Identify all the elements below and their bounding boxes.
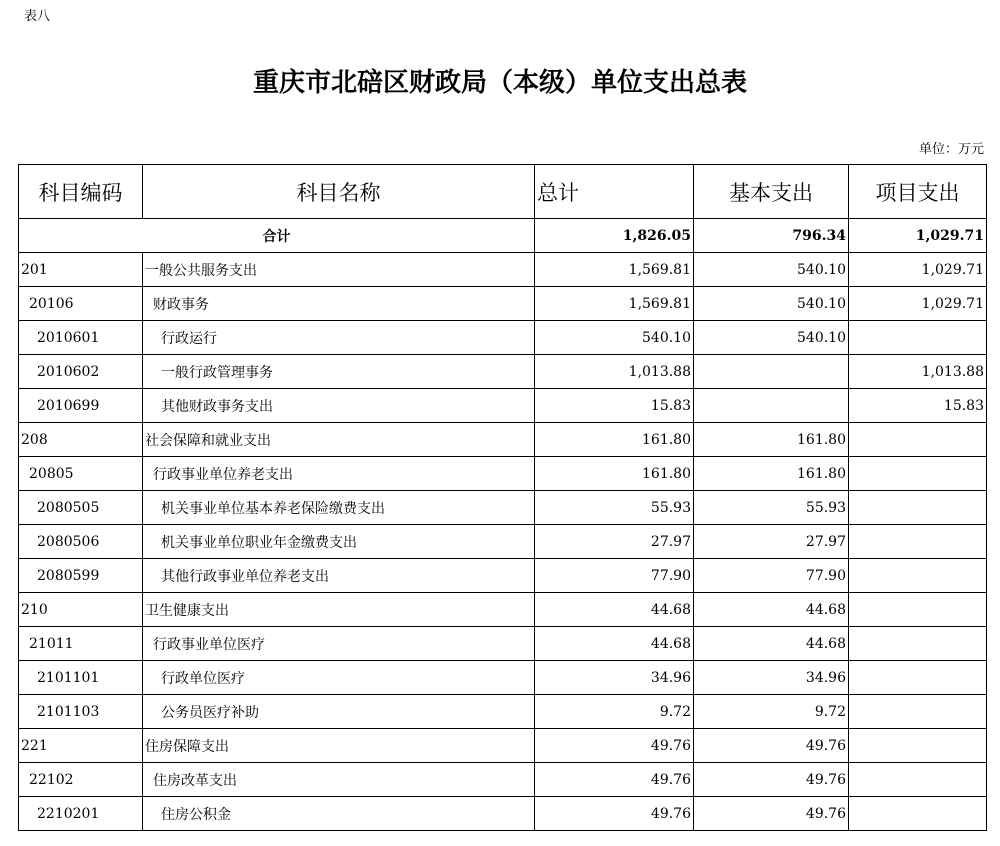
row-code: 2210201 (19, 797, 143, 831)
row-total: 44.68 (535, 627, 694, 661)
summary-project: 1,029.71 (849, 219, 987, 253)
unit-label: 单位：万元 (918, 142, 984, 157)
table-row (19, 253, 987, 287)
table-number-label: 表八 (24, 9, 51, 24)
row-code: 2080506 (19, 525, 143, 559)
row-total: 161.80 (535, 423, 694, 457)
row-total: 1,569.81 (535, 287, 694, 321)
table-row (19, 423, 987, 457)
row-basic (694, 355, 849, 389)
row-total: 49.76 (535, 729, 694, 763)
row-total: 34.96 (535, 661, 694, 695)
row-project (849, 729, 987, 763)
row-total: 55.93 (535, 491, 694, 525)
row-total: 1,569.81 (535, 253, 694, 287)
row-project: 15.83 (849, 389, 987, 423)
row-project: 1,013.88 (849, 355, 987, 389)
table-row (19, 321, 987, 355)
header-project: 项目支出 (849, 165, 987, 219)
row-name: 社会保障和就业支出 (143, 423, 535, 457)
page-title: 重庆市北碚区财政局（本级）单位支出总表 (252, 68, 747, 98)
row-basic: 540.10 (694, 321, 849, 355)
row-code: 2080599 (19, 559, 143, 593)
table-row (19, 559, 987, 593)
row-code: 20106 (19, 287, 143, 321)
row-code: 2101103 (19, 695, 143, 729)
row-project (849, 321, 987, 355)
row-name: 行政事业单位医疗 (143, 627, 535, 661)
row-project (849, 627, 987, 661)
row-total: 27.97 (535, 525, 694, 559)
row-total: 15.83 (535, 389, 694, 423)
row-project (849, 525, 987, 559)
row-code: 2010601 (19, 321, 143, 355)
row-project (849, 457, 987, 491)
table-row (19, 491, 987, 525)
row-code: 20805 (19, 457, 143, 491)
table-row (19, 763, 987, 797)
table-row (19, 695, 987, 729)
row-project (849, 593, 987, 627)
row-basic (694, 389, 849, 423)
header-basic: 基本支出 (694, 165, 849, 219)
table-row (19, 593, 987, 627)
row-total: 9.72 (535, 695, 694, 729)
row-name: 一般公共服务支出 (143, 253, 535, 287)
table-row (19, 729, 987, 763)
row-basic: 540.10 (694, 253, 849, 287)
row-code: 2101101 (19, 661, 143, 695)
row-name: 住房公积金 (143, 797, 535, 831)
row-total: 49.76 (535, 763, 694, 797)
row-name: 一般行政管理事务 (143, 355, 535, 389)
row-project (849, 491, 987, 525)
expenditure-table (18, 164, 987, 831)
row-name: 公务员医疗补助 (143, 695, 535, 729)
row-basic: 540.10 (694, 287, 849, 321)
row-name: 住房保障支出 (143, 729, 535, 763)
summary-total: 1,826.05 (535, 219, 694, 253)
row-code: 22102 (19, 763, 143, 797)
row-project: 1,029.71 (849, 287, 987, 321)
row-basic: 49.76 (694, 763, 849, 797)
row-name: 行政单位医疗 (143, 661, 535, 695)
row-project (849, 695, 987, 729)
row-code: 221 (19, 729, 143, 763)
row-project (849, 423, 987, 457)
table-row (19, 627, 987, 661)
row-project (849, 661, 987, 695)
row-basic: 44.68 (694, 593, 849, 627)
row-code: 2010602 (19, 355, 143, 389)
row-name: 财政事务 (143, 287, 535, 321)
row-total: 161.80 (535, 457, 694, 491)
row-name: 行政事业单位养老支出 (143, 457, 535, 491)
row-basic: 161.80 (694, 423, 849, 457)
row-project (849, 763, 987, 797)
row-name: 机关事业单位基本养老保险缴费支出 (143, 491, 535, 525)
row-name: 其他行政事业单位养老支出 (143, 559, 535, 593)
row-basic: 77.90 (694, 559, 849, 593)
row-name: 卫生健康支出 (143, 593, 535, 627)
row-total: 540.10 (535, 321, 694, 355)
row-project (849, 559, 987, 593)
row-basic: 34.96 (694, 661, 849, 695)
row-name: 住房改革支出 (143, 763, 535, 797)
row-total: 44.68 (535, 593, 694, 627)
table-row (19, 661, 987, 695)
row-total: 77.90 (535, 559, 694, 593)
row-code: 21011 (19, 627, 143, 661)
header-row (19, 165, 987, 219)
row-code: 201 (19, 253, 143, 287)
row-basic: 27.97 (694, 525, 849, 559)
row-name: 行政运行 (143, 321, 535, 355)
table-row (19, 389, 987, 423)
row-total: 49.76 (535, 797, 694, 831)
row-name: 机关事业单位职业年金缴费支出 (143, 525, 535, 559)
row-basic: 9.72 (694, 695, 849, 729)
header-name: 科目名称 (143, 165, 535, 219)
summary-label: 合计 (19, 219, 535, 253)
row-code: 210 (19, 593, 143, 627)
table-row (19, 797, 987, 831)
header-code: 科目编码 (19, 165, 143, 219)
row-code: 2080505 (19, 491, 143, 525)
table-row (19, 457, 987, 491)
header-total: 总计 (535, 165, 694, 219)
row-basic: 49.76 (694, 729, 849, 763)
row-basic: 55.93 (694, 491, 849, 525)
row-basic: 161.80 (694, 457, 849, 491)
row-total: 1,013.88 (535, 355, 694, 389)
summary-row (19, 219, 987, 253)
table-row (19, 355, 987, 389)
row-code: 2010699 (19, 389, 143, 423)
table-row (19, 525, 987, 559)
row-project (849, 797, 987, 831)
row-project: 1,029.71 (849, 253, 987, 287)
row-basic: 49.76 (694, 797, 849, 831)
row-basic: 44.68 (694, 627, 849, 661)
summary-basic: 796.34 (694, 219, 849, 253)
row-code: 208 (19, 423, 143, 457)
table-row (19, 287, 987, 321)
row-name: 其他财政事务支出 (143, 389, 535, 423)
